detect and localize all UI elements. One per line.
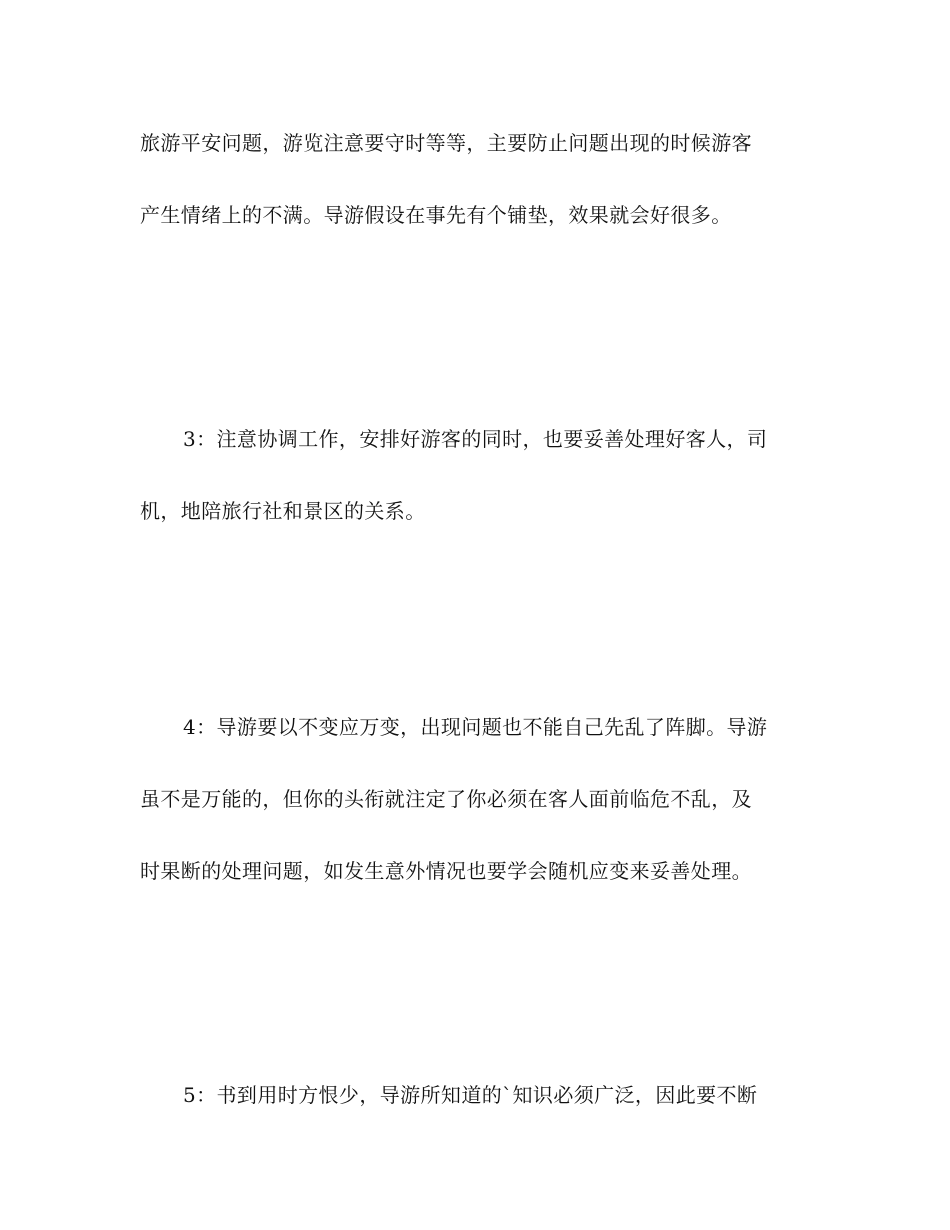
paragraph-4-line-1: 5：书到用时方恨少，导游所知道的`知识必须广泛，因此要不断 [183,1083,758,1107]
paragraph-1-line-1: 旅游平安问题，游览注意要守时等等，主要防止问题出现的时候游客 [140,131,752,155]
paragraph-3-line-3: 时果断的处理问题，如发生意外情况也要学会随机应变来妥善处理。 [140,859,752,883]
paragraph-2-line-2: 机，地陪旅行社和景区的关系。 [140,499,426,523]
paragraph-3-line-2: 虽不是万能的，但你的头衔就注定了你必须在客人面前临危不乱，及 [140,787,752,811]
paragraph-2-line-1: 3：注意协调工作，安排好游客的同时，也要妥善处理好客人，司 [183,427,768,451]
paragraph-1-line-2: 产生情绪上的不满。导游假设在事先有个铺垫，效果就会好很多。 [140,203,732,227]
paragraph-3-line-1: 4：导游要以不变应万变，出现问题也不能自己先乱了阵脚。导游 [183,715,768,739]
